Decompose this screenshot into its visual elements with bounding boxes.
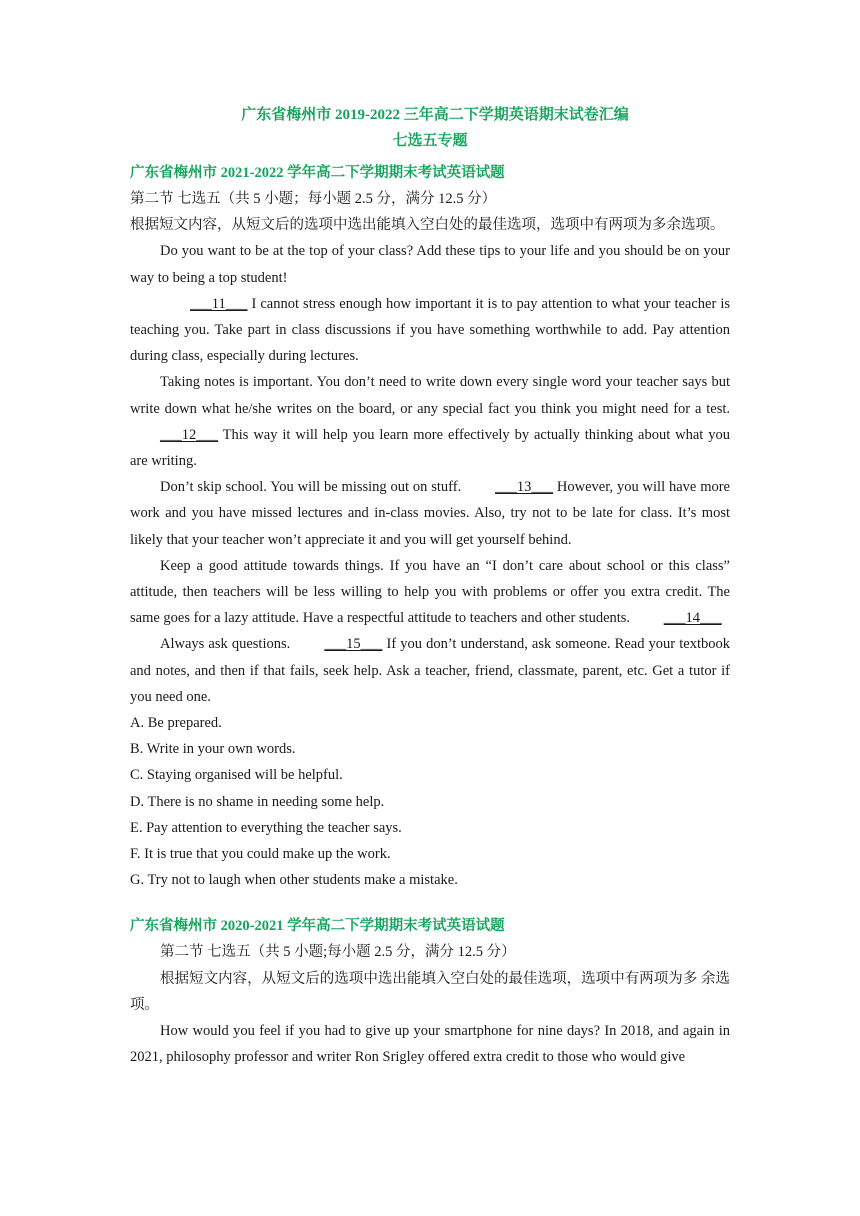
document-subtitle: 七选五专题 bbox=[392, 133, 468, 149]
instruction-text-2: 根据短文内容，从短文后的选项中选出能填入空白处的最佳选项，选项中有两项为多 余选项。 bbox=[130, 970, 730, 1013]
blank-12: ___12___ bbox=[160, 426, 218, 443]
blank-11: ___11___ bbox=[190, 295, 248, 312]
passage-paragraph-6 bbox=[130, 631, 730, 710]
instruction-header-2: 第二节 七选五（共 5 小题;每小题 2.5 分，满分 12.5 分） bbox=[160, 944, 516, 961]
option-b: B. Write in your own words. bbox=[130, 741, 296, 758]
blank-14: ___14___ bbox=[663, 610, 722, 627]
paragraph-3-text-after: This way it will help you learn more effectively by actually thinking about what you are writing. bbox=[130, 426, 730, 470]
section-heading-2021-2022: 广东省梅州市 2021-2022 学年高二下学期期末考试英语试题 bbox=[130, 165, 505, 181]
option-f: F. It is true that you could make up the work. bbox=[130, 846, 391, 863]
instruction-header: 第二节 七选五（共 5 小题；每小题 2.5 分，满分 12.5 分） bbox=[130, 191, 497, 207]
paragraph-4-text-before: Don’t skip school. You will be missing out on stuff. bbox=[160, 479, 466, 496]
paragraph-6-text-after: If you don’t understand, ask someone. Read your textbook and notes, and then if that fails, seek help. Ask a teacher, friend, classmate, parent, etc. Get a tutor if you need one. bbox=[130, 636, 730, 705]
document-content bbox=[130, 102, 730, 1071]
option-c: C. Staying organised will be helpful. bbox=[130, 767, 343, 784]
option-e: E. Pay attention to everything the teacher says. bbox=[130, 819, 402, 836]
section-heading-2020-2021: 广东省梅州市 2020-2021 学年高二下学期期末考试英语试题 bbox=[130, 918, 505, 935]
passage-paragraph-1: Do you want to be at the top of your class? Add these tips to your life and you should be on your way to being a top student! bbox=[130, 243, 730, 286]
passage-paragraph-4 bbox=[130, 474, 730, 553]
paragraph-3-text-before: Taking notes is important. You don’t need to write down every single word your teacher says but write down what he/she writes on the board, or any special fact you think you might need for a test. bbox=[130, 374, 730, 417]
option-g: G. Try not to laugh when other students make a mistake. bbox=[130, 872, 458, 889]
paragraph-6-text-before: Always ask questions. bbox=[160, 636, 295, 653]
document-title: 广东省梅州市 2019-2022 三年高二下学期英语期末试卷汇编 bbox=[241, 107, 629, 123]
option-list bbox=[130, 710, 730, 893]
paragraph-5-text: Keep a good attitude towards things. If you have an “I don’t care about school or this class” attitude, then teachers will be less willing to help you with problems or offer you extra credit. The same goes for a lazy attitude. Have a respectful attitude to teachers and other students. bbox=[130, 557, 730, 627]
section-spacer bbox=[130, 893, 730, 907]
option-a: A. Be prepared. bbox=[130, 715, 222, 732]
blank-13: ___13___ bbox=[495, 479, 554, 496]
option-d: D. There is no shame in needing some help. bbox=[130, 793, 385, 810]
blank-15: ___15___ bbox=[324, 636, 383, 653]
passage2-paragraph-1: How would you feel if you had to give up your smartphone for nine days? In 2018, and again in 2021, philosophy professor and writer Ron Srigley offered extra credit to those who would give bbox=[130, 1023, 730, 1066]
passage-paragraph-5 bbox=[130, 553, 730, 632]
paragraph-4-text-after: However, you will have more work and you have missed lectures and in-class movies. Also, try not to be late for class. It’s most likely that your teacher won’t appreciate it and you will get yourself behind. bbox=[130, 479, 730, 548]
paragraph-2-text: I cannot stress enough how important it is to pay attention to what your teacher is teaching you. Take part in class discussions if you have something worthwhile to add. Pay attention during class, especially during lectures. bbox=[130, 295, 730, 365]
instruction-text: 根据短文内容，从短文后的选项中选出能填入空白处的最佳选项，选项中有两项为多余选项。 bbox=[130, 217, 725, 234]
passage-paragraph-3 bbox=[130, 369, 730, 474]
passage-paragraph-2 bbox=[130, 291, 730, 370]
